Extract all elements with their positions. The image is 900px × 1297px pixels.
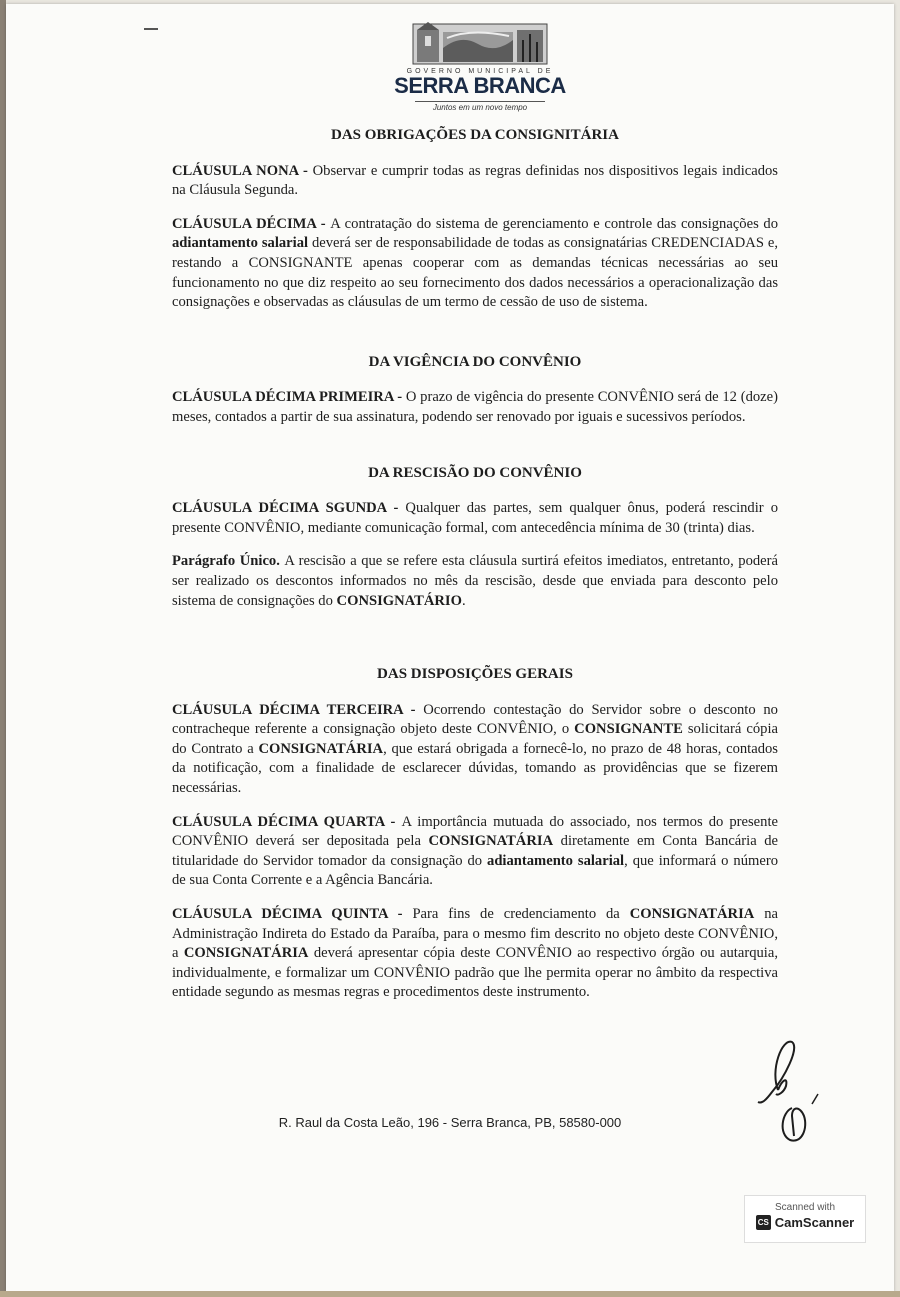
clause-decima-terceira [172, 701, 778, 799]
camscanner-logo-icon: CS [756, 1215, 771, 1230]
section-heading-validity: DA VIGÊNCIA DO CONVÊNIO [368, 353, 582, 370]
handwritten-signature [748, 1030, 828, 1148]
clause-emphasis: adiantamento salarial [172, 235, 309, 252]
clause-text: solicitará cópia do Contrato a [172, 721, 778, 757]
clause-label: CLÁUSULA DÉCIMA TERCEIRA - [172, 701, 424, 718]
clause-emphasis: CONSIGNATÁRIO [336, 592, 462, 609]
clause-text: Ocorrendo contestação do Servidor sobre o desconto no contracheque referente a consignação objeto deste CONVÊNIO, o [172, 701, 778, 738]
clause-label: Parágrafo Único. [172, 553, 285, 570]
clause-label: CLÁUSULA DÉCIMA PRIMEIRA - [172, 389, 406, 406]
footer-address: R. Raul da Costa Leão, 196 - Serra Branca, PB, 58580-000 [278, 1115, 622, 1130]
clause-text: Para fins de credenciamento da [412, 906, 630, 923]
clause-decima-quarta [172, 813, 778, 891]
camscanner-name: CamScanner [774, 1215, 855, 1230]
clause-text: O prazo de vigência do presente CONVÊNIO será de 12 (doze) meses, contados a partir de sua assinatura, podendo ser renovado por iguais e sucessivos períodos. [172, 389, 778, 425]
camscanner-watermark [744, 1195, 866, 1243]
municipal-header [370, 22, 590, 115]
brand-tagline: Juntos em um novo tempo [415, 101, 545, 112]
clause-decima [172, 215, 778, 313]
clause-text: , que informará o número de sua Conta Corrente e a Agência Bancária. [172, 852, 778, 889]
clause-text: . [461, 592, 466, 609]
clause-emphasis: CONSIGNANTE [574, 721, 683, 738]
clause-text: deverá apresentar cópia deste CONVÊNIO ao respectivo órgão ou autarquia, individualmente, e formalizar um CONVÊNIO padrão que lhe permita operar no âmbito da respectiva entidade segundo as mesmas regras e procedimentos deste instrumento. [172, 945, 778, 1001]
page-bottom-edge [0, 1291, 900, 1297]
clause-text: , que estará obrigada a fornecê-lo, no prazo de 48 horas, contados da notificação, com a finalidade de esclarecer dúvidas, tomando as providências que se fizerem necessárias. [172, 740, 778, 797]
clause-emphasis: CONSIGNATÁRIA [183, 945, 309, 962]
section-heading-termination: DA RESCISÃO DO CONVÊNIO [368, 464, 582, 481]
scanned-with-label: Scanned with [774, 1202, 836, 1213]
clause-text: Observar e cumprir todas as regras definidas nos dispositivos legais indicados na Cláusula Segunda. [172, 162, 778, 199]
clause-emphasis: adiantamento salarial [487, 852, 625, 869]
scan-mark [144, 28, 158, 30]
section-heading-general: DAS DISPOSIÇÕES GERAIS [377, 666, 573, 683]
clause-decima-quinta [172, 905, 778, 1003]
clause-label: CLÁUSULA DÉCIMA QUINTA - [172, 906, 413, 923]
clause-text: A importância mutuada do associado, nos termos do presente CONVÊNIO deverá ser depositada pela [172, 813, 778, 850]
clause-nona [172, 162, 778, 201]
clause-label: CLÁUSULA DÉCIMA SGUNDA - [172, 500, 406, 517]
brand-name: SERRA BRANCA [394, 73, 566, 98]
clause-emphasis: CONSIGNATÁRIA [428, 833, 554, 850]
clause-emphasis: CONSIGNATÁRIA [258, 740, 384, 757]
government-label: GOVERNO MUNICIPAL DE [406, 68, 554, 75]
document-body [172, 126, 778, 1017]
clause-emphasis: CONSIGNATÁRIA [629, 906, 755, 923]
clause-label: CLÁUSULA NONA - [172, 162, 313, 179]
paragrafo-unico [172, 552, 778, 611]
clause-label: CLÁUSULA DÉCIMA QUARTA - [172, 813, 402, 830]
clause-text: Qualquer das partes, sem qualquer ônus, poderá rescindir o presente CONVÊNIO, mediante comunicação formal, com antecedência mínima de 30 (trinta) dias. [172, 500, 778, 536]
clause-label: CLÁUSULA DÉCIMA - [172, 215, 331, 232]
municipal-logo-emblem [411, 22, 549, 66]
clause-text: diretamente em Conta Bancária de titularidade do Servidor tomador da consignação do [172, 833, 778, 869]
clause-decima-segunda [172, 499, 778, 538]
section-heading-obligations: DAS OBRIGAÇÕES DA CONSIGNITÁRIA [331, 127, 619, 143]
clause-text: na Administração Indireta do Estado da Paraíba, para o mesmo fim descrito no objeto deste CONVÊNIO, a [172, 906, 778, 962]
clause-text: deverá ser de responsabilidade de todas as consignatárias CREDENCIADAS e, restando a CONSIGNANTE apenas cooperar com as demandas técnicas necessárias ao seu funcionamento no que diz respeito ao seu fornecimento dos dados necessários a operacionalização das consignações e observadas as cláusulas de um termo de cessão de uso de sistema. [172, 235, 778, 311]
clause-decima-primeira [172, 388, 778, 427]
clause-text: A contratação do sistema de gerenciamento e controle das consignações do [330, 215, 778, 232]
clause-text: A rescisão a que se refere esta cláusula surtirá efeitos imediatos, entretanto, poderá ser realizado os descontos informados no mês da rescisão, desde que enviada para desconto pelo sistema de consignações do [172, 553, 778, 609]
